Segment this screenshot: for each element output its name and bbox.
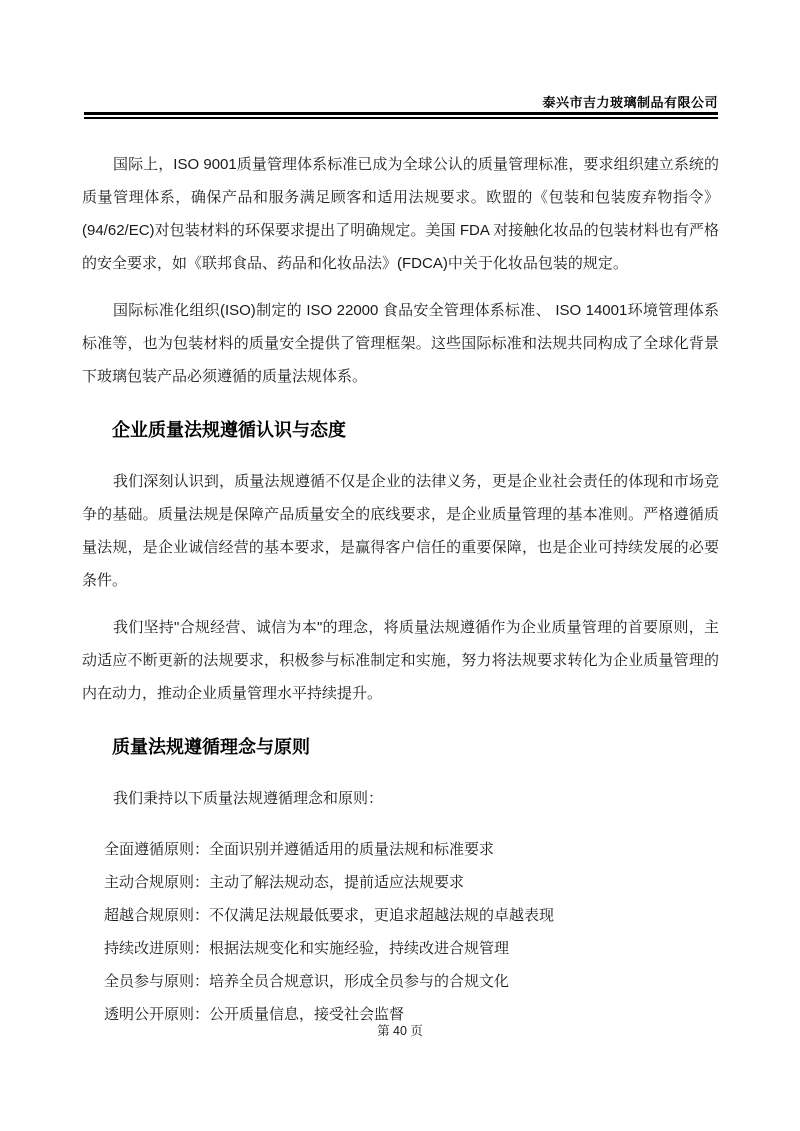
header-company-name: 泰兴市吉力玻璃制品有限公司 xyxy=(542,95,718,110)
page-number: 第 40 页 xyxy=(377,1024,423,1038)
principles-list xyxy=(82,833,719,1031)
paragraph-international-standards: 国际上，ISO 9001质量管理体系标准已成为全球公认的质量管理标准，要求组织建立系统的质量管理体系，确保产品和服务满足顾客和适用法规要求。欧盟的《包装和包装废弃物指令》(94/62/EC)对包装材料的环保要求提出了明确规定。美国 FDA 对接触化妆品的包装材料也有严格的安全要求，如《联邦食品、药品和化妆品法》(FDCA)中关于化妆品包装的规定。 xyxy=(82,156,719,272)
principle-item-comprehensive: 全面遵循原则：全面识别并遵循适用的质量法规和标准要求 xyxy=(104,841,495,858)
principle-item-beyond: 超越合规原则：不仅满足法规最低要求，更追求超越法规的卓越表现 xyxy=(104,907,555,924)
paragraph-recognition: 我们深刻认识到，质量法规遵循不仅是企业的法律义务，更是企业社会责任的体现和市场竞争的基础。质量法规是保障产品质量安全的底线要求，是企业质量管理的基本准则。严格遵循质量法规，是企业诚信经营的基本要求，是赢得客户信任的重要保障，也是企业可持续发展的必要条件。 xyxy=(82,473,719,589)
header-rule-thin-line xyxy=(84,117,718,119)
document-body xyxy=(82,148,719,1031)
section-heading-principles: 质量法规遵循理念与原则 xyxy=(112,737,310,757)
section-heading-compliance-attitude: 企业质量法规遵循认识与态度 xyxy=(112,420,346,440)
principle-item-transparency: 透明公开原则：公开质量信息，接受社会监督 xyxy=(104,1006,405,1023)
principle-item-improvement: 持续改进原则：根据法规变化和实施经验，持续改进合规管理 xyxy=(104,940,510,957)
paragraph-iso-framework: 国际标准化组织(ISO)制定的 ISO 22000 食品安全管理体系标准、 ISO 14001环境管理体系标准等，也为包装材料的质量安全提供了管理框架。这些国际标准和法规共同构成了全球化背景下玻璃包装产品必须遵循的质量法规体系。 xyxy=(82,302,719,385)
principle-item-proactive: 主动合规原则：主动了解法规动态，提前适应法规要求 xyxy=(104,874,465,891)
header-double-rule xyxy=(84,112,718,119)
paragraph-principles-intro: 我们秉持以下质量法规遵循理念和原则： xyxy=(113,790,384,807)
paragraph-philosophy: 我们坚持"合规经营、诚信为本"的理念，将质量法规遵循作为企业质量管理的首要原则，主动适应不断更新的法规要求，积极参与标准制定和实施，努力将法规要求转化为企业质量管理的内在动力，推动企业质量管理水平持续提升。 xyxy=(82,619,719,702)
principle-item-participation: 全员参与原则：培养全员合规意识，形成全员参与的合规文化 xyxy=(104,973,510,990)
